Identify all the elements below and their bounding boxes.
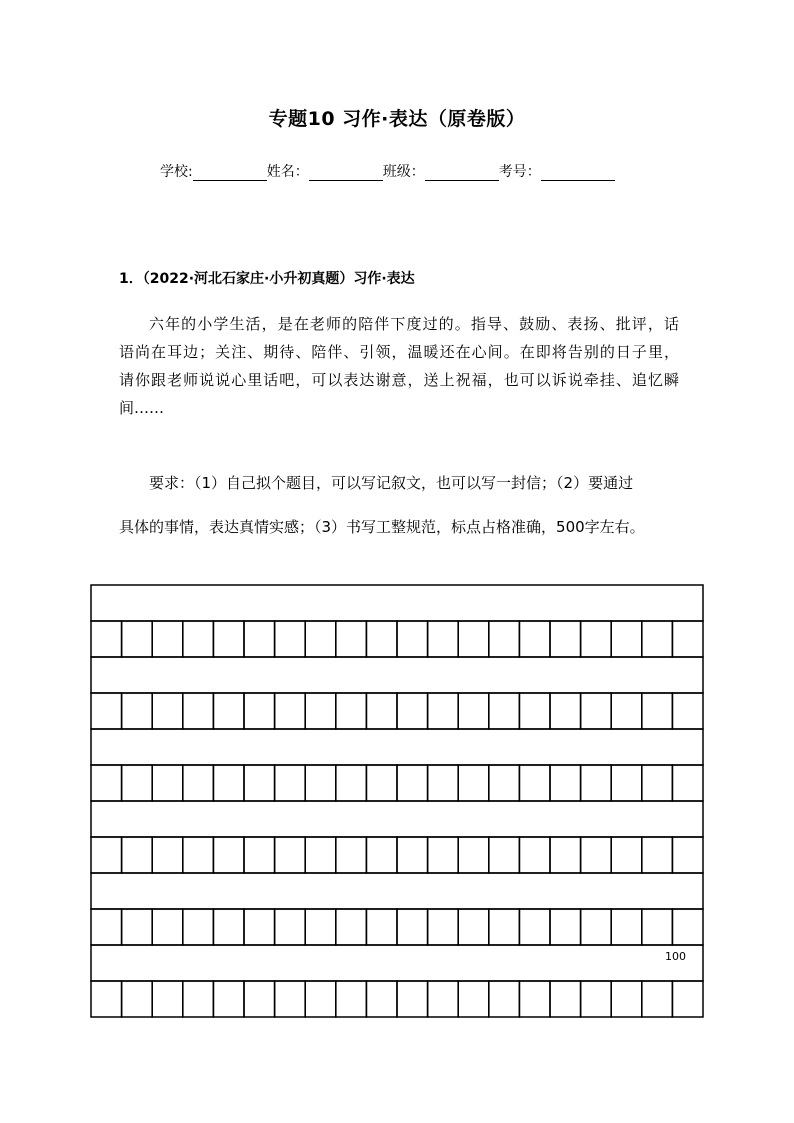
grid-cell[interactable]	[244, 909, 275, 945]
grid-cell[interactable]	[213, 693, 244, 729]
grid-cell[interactable]	[152, 765, 183, 801]
grid-cell[interactable]	[275, 909, 306, 945]
school-label: 学校:	[160, 164, 193, 180]
grid-cell[interactable]	[611, 765, 642, 801]
spacer-row	[91, 873, 703, 909]
grid-cell[interactable]	[152, 837, 183, 873]
grid-cell[interactable]	[213, 837, 244, 873]
grid-cell[interactable]	[489, 981, 520, 1017]
grid-cell[interactable]	[428, 981, 459, 1017]
grid-cell[interactable]	[642, 909, 673, 945]
grid-cell[interactable]	[672, 621, 703, 657]
document-title: 专题10 习作·表达（原卷版）	[268, 108, 526, 130]
grid-cell[interactable]	[91, 765, 122, 801]
grid-cell[interactable]	[519, 693, 550, 729]
grid-cell[interactable]	[672, 693, 703, 729]
grid-cell[interactable]	[397, 765, 428, 801]
grid-cell[interactable]	[122, 981, 153, 1017]
class-label: 班级：	[382, 164, 425, 180]
grid-cell[interactable]	[581, 981, 612, 1017]
grid-cell[interactable]	[458, 693, 489, 729]
grid-cell[interactable]	[519, 621, 550, 657]
requirement-line: 具体的事情，表达真情实感；（3）书写工整规范，标点占格准确，500字左右。	[119, 518, 645, 536]
grid-cell[interactable]	[428, 693, 459, 729]
grid-cell[interactable]	[213, 981, 244, 1017]
grid-cell[interactable]	[183, 693, 214, 729]
grid-cell[interactable]	[397, 837, 428, 873]
grid-cell[interactable]	[642, 621, 673, 657]
grid-cell[interactable]	[366, 837, 397, 873]
prompt-line: 请你跟老师说说心里话吧，可以表达谢意，送上祝福，也可以诉说牵挂、追忆瞬	[119, 371, 679, 389]
question-number: 1．	[119, 271, 143, 287]
name-label: 姓名：	[266, 164, 309, 180]
spacer-row	[91, 945, 703, 981]
grid-cell[interactable]	[642, 837, 673, 873]
grid-cell[interactable]	[122, 837, 153, 873]
grid-cell[interactable]	[91, 693, 122, 729]
grid-cell[interactable]	[336, 981, 367, 1017]
grid-cell[interactable]	[183, 621, 214, 657]
grid-cell[interactable]	[152, 693, 183, 729]
grid-cell[interactable]	[305, 693, 336, 729]
grid-cell[interactable]	[183, 765, 214, 801]
grid-cell[interactable]	[213, 909, 244, 945]
grid-cell[interactable]	[581, 765, 612, 801]
grid-cell[interactable]	[611, 693, 642, 729]
grid-cell[interactable]	[611, 621, 642, 657]
grid-cell[interactable]	[244, 693, 275, 729]
grid-cell[interactable]	[611, 837, 642, 873]
grid-cell[interactable]	[366, 693, 397, 729]
grid-cell[interactable]	[336, 909, 367, 945]
grid-cell[interactable]	[519, 981, 550, 1017]
grid-cell[interactable]	[458, 621, 489, 657]
grid-cell[interactable]	[581, 909, 612, 945]
grid-cell[interactable]	[397, 909, 428, 945]
grid-cell[interactable]	[550, 981, 581, 1017]
grid-cell[interactable]	[275, 693, 306, 729]
grid-cell[interactable]	[336, 765, 367, 801]
grid-cell[interactable]	[428, 837, 459, 873]
spacer-row	[91, 801, 703, 837]
grid-cell[interactable]	[489, 837, 520, 873]
grid-cell[interactable]	[275, 981, 306, 1017]
grid-cell[interactable]	[183, 837, 214, 873]
grid-cell[interactable]	[152, 909, 183, 945]
grid-cell[interactable]	[122, 765, 153, 801]
grid-cell[interactable]	[122, 621, 153, 657]
grid-cell[interactable]	[581, 693, 612, 729]
grid-cell[interactable]	[397, 981, 428, 1017]
prompt-line: 间……	[119, 399, 165, 417]
grid-cell[interactable]	[183, 981, 214, 1017]
grid-cell[interactable]	[581, 837, 612, 873]
grid-cell[interactable]	[305, 765, 336, 801]
requirement-line: 要求：（1）自己拟个题目，可以写记叙文，也可以写一封信；（2）要通过	[149, 474, 634, 492]
grid-cell[interactable]	[672, 765, 703, 801]
grid-cell[interactable]	[152, 621, 183, 657]
grid-cell[interactable]	[489, 621, 520, 657]
grid-cell[interactable]	[611, 909, 642, 945]
spacer-row	[91, 585, 703, 621]
grid-cell[interactable]	[336, 837, 367, 873]
grid-cell[interactable]	[91, 981, 122, 1017]
grid-cell[interactable]	[672, 837, 703, 873]
grid-cell[interactable]	[519, 837, 550, 873]
grid-cell[interactable]	[581, 621, 612, 657]
grid-cell[interactable]	[366, 909, 397, 945]
grid-cell[interactable]	[305, 909, 336, 945]
grid-cell[interactable]	[91, 621, 122, 657]
grid-cell[interactable]	[91, 837, 122, 873]
grid-cell[interactable]	[458, 909, 489, 945]
grid-cell[interactable]	[305, 837, 336, 873]
grid-cell[interactable]	[244, 621, 275, 657]
spacer-row	[91, 729, 703, 765]
grid-cell[interactable]	[122, 693, 153, 729]
character-count-marker: 100	[665, 950, 686, 963]
grid-cell[interactable]	[458, 765, 489, 801]
grid-cell[interactable]	[428, 621, 459, 657]
spacer-row	[91, 657, 703, 693]
grid-cell[interactable]	[152, 981, 183, 1017]
exam-number-label: 考号：	[498, 164, 541, 180]
grid-cell[interactable]	[550, 837, 581, 873]
grid-cell[interactable]	[489, 693, 520, 729]
question-source: （2022·河北石家庄·小升初真题）习作·表达	[142, 271, 415, 287]
grid-cell[interactable]	[458, 837, 489, 873]
grid-cell[interactable]	[183, 909, 214, 945]
grid-cell[interactable]	[519, 765, 550, 801]
grid-cell[interactable]	[550, 765, 581, 801]
grid-cell[interactable]	[458, 981, 489, 1017]
prompt-line: 语尚在耳边；关注、期待、陪伴、引领，温暖还在心间。在即将告别的日子里，	[119, 343, 679, 361]
grid-cell[interactable]	[642, 693, 673, 729]
grid-cell[interactable]	[336, 693, 367, 729]
grid-cell[interactable]	[550, 693, 581, 729]
grid-cell[interactable]	[305, 981, 336, 1017]
grid-cell[interactable]	[397, 621, 428, 657]
grid-cell[interactable]	[672, 981, 703, 1017]
grid-cell[interactable]	[428, 765, 459, 801]
grid-cell[interactable]	[366, 621, 397, 657]
grid-cell[interactable]	[122, 909, 153, 945]
grid-cell[interactable]	[213, 621, 244, 657]
grid-cell[interactable]	[244, 837, 275, 873]
grid-cell[interactable]	[642, 765, 673, 801]
grid-cell[interactable]	[489, 909, 520, 945]
grid-cell[interactable]	[611, 981, 642, 1017]
grid-cell[interactable]	[305, 621, 336, 657]
grid-cell[interactable]	[428, 909, 459, 945]
grid-cell[interactable]	[275, 621, 306, 657]
grid-cell[interactable]	[550, 909, 581, 945]
grid-cell[interactable]	[336, 621, 367, 657]
grid-cell[interactable]	[550, 621, 581, 657]
grid-cell[interactable]	[366, 765, 397, 801]
grid-cell[interactable]	[91, 909, 122, 945]
grid-cell[interactable]	[519, 909, 550, 945]
grid-cell[interactable]	[275, 837, 306, 873]
grid-cell[interactable]	[642, 981, 673, 1017]
grid-cell[interactable]	[244, 765, 275, 801]
prompt-line: 六年的小学生活，是在老师的陪伴下度过的。指导、鼓励、表扬、批评，话	[149, 315, 679, 333]
grid-cell[interactable]	[489, 765, 520, 801]
grid-cell[interactable]	[213, 765, 244, 801]
grid-cell[interactable]	[244, 981, 275, 1017]
grid-cell[interactable]	[672, 909, 703, 945]
grid-cell[interactable]	[275, 765, 306, 801]
grid-cell[interactable]	[397, 693, 428, 729]
grid-cell[interactable]	[366, 981, 397, 1017]
